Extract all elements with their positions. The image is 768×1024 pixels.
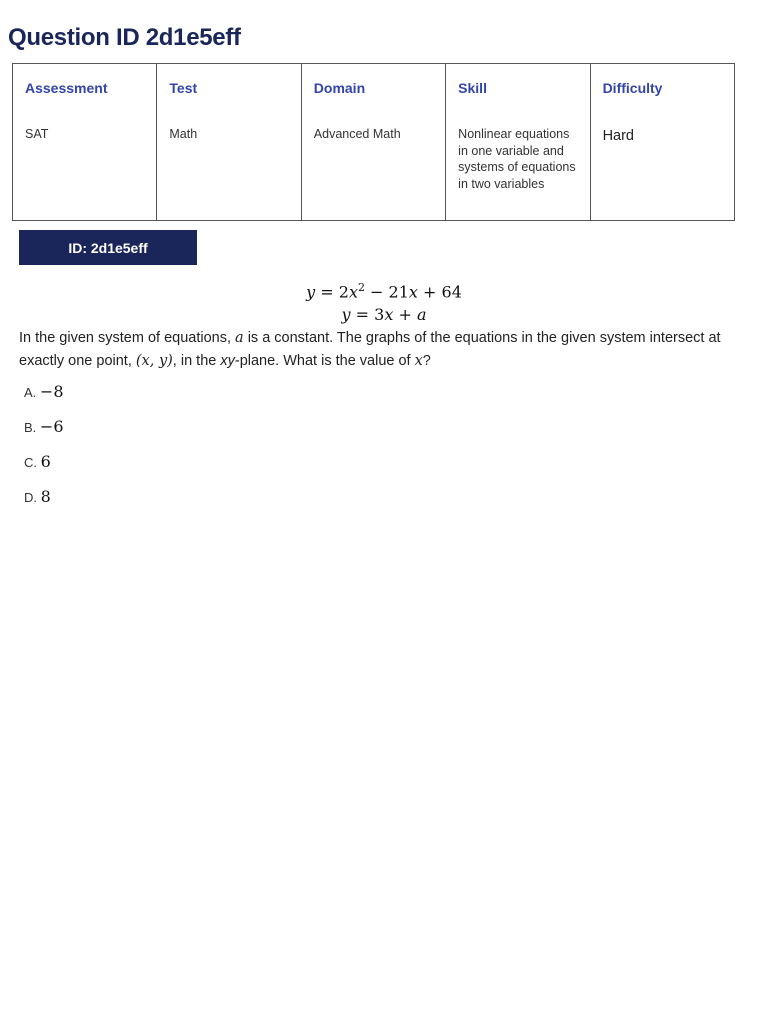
eq2-eq: = 3 [350,305,385,324]
answer-choice-a[interactable] [24,382,64,401]
equation-1 [0,281,768,301]
question-part-1: In the given system of equations, [19,330,236,346]
cell-skill: Nonlinear equations in one variable and systems of equations in two variables [446,120,590,221]
question-part-3: , in the [172,353,221,369]
answer-choice-d[interactable] [24,487,51,506]
eq1-tail: + 64 [417,282,462,302]
choice-letter: B. [24,420,37,435]
header-domain: Domain [301,64,445,121]
page-title: Question ID 2d1e5eff [8,24,241,51]
cell-domain: Advanced Math [301,120,445,221]
answer-choice-b[interactable] [24,417,64,436]
eq2-lhs: y [341,305,351,324]
eq2-mid: + [393,305,417,324]
question-part-5: ? [422,353,431,369]
eq1-x2: x [408,282,418,302]
question-stem [19,327,749,373]
table-row [13,120,735,221]
question-part-2: is a constant. The graphs of the equations in the given system intersect at exactly one point, [19,330,721,369]
choice-value: −6 [39,417,64,436]
choice-letter: A. [24,385,37,400]
cell-difficulty: Hard [590,120,734,221]
question-var-a: a [235,330,244,346]
question-point: (x, y) [135,353,173,369]
eq1-mid: − 21 [364,282,409,302]
eq1-eq: = 2 [315,282,349,302]
choice-value: −8 [39,382,64,401]
eq1-lhs: y [306,282,316,302]
question-var-x: x [414,353,423,369]
question-part-4: -plane. What is the value of [234,353,415,369]
header-skill: Skill [446,64,590,121]
header-difficulty: Difficulty [590,64,734,121]
answer-choice-c[interactable] [24,452,51,471]
table-header-row [13,64,735,121]
choice-letter: D. [24,490,37,505]
question-id-badge: ID: 2d1e5eff [19,230,197,265]
question-metadata-table [12,63,735,221]
choice-letter: C. [24,455,37,470]
question-plane-var: xy [220,353,235,369]
cell-assessment: SAT [13,120,157,221]
choice-value: 6 [40,452,51,471]
eq1-x1: x [348,282,358,302]
eq1-exponent: 2 [357,281,365,294]
cell-test: Math [157,120,301,221]
choice-value: 8 [40,487,51,506]
eq2-a: a [416,305,427,324]
eq2-x1: x [384,305,394,324]
header-test: Test [157,64,301,121]
equation-2 [0,305,768,324]
header-assessment: Assessment [13,64,157,121]
